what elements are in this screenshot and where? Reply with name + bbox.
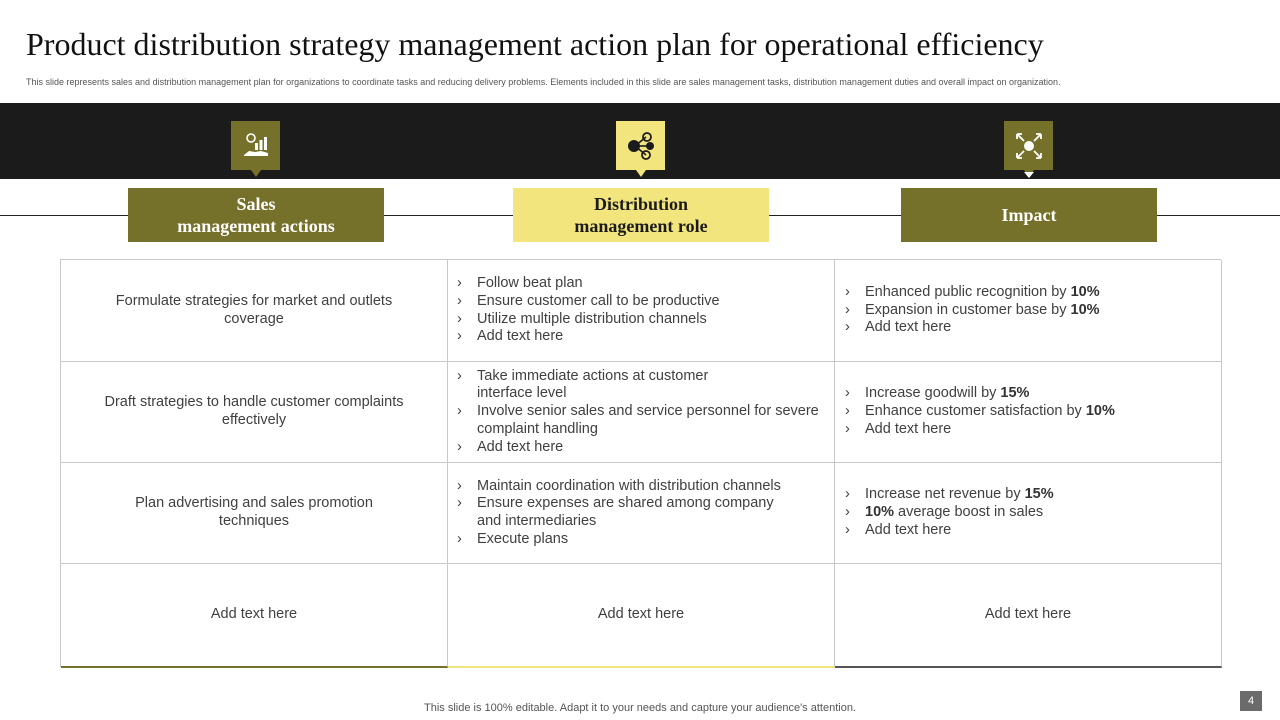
header-distribution-line1: Distribution [593, 194, 688, 214]
list-item [845, 385, 1115, 403]
slide-title: Product distribution strategy management action plan for operational efficiency [26, 26, 1044, 62]
sales-action-text: Plan advertising and sales promotion techniques [135, 495, 373, 529]
distribution-role-list [457, 478, 826, 549]
list-item [845, 522, 1054, 540]
impact-icon-pointer [1024, 172, 1034, 178]
list-item: › Ensure expenses are shared among company and intermediaries [457, 495, 826, 530]
list-item [845, 486, 1054, 504]
distribution-role-text: Add text here [597, 606, 685, 623]
impact-cell [835, 564, 1222, 668]
sales-action-text: Formulate strategies for market and outlets coverage [115, 292, 393, 327]
header-impact-label: Impact [1001, 205, 1057, 225]
impact-text: Increase goodwill by [865, 385, 1001, 402]
impact-value: 10% [1070, 283, 1100, 300]
list-item [845, 403, 1115, 421]
page-number: 4 [1240, 691, 1262, 711]
impact-cell [835, 260, 1222, 362]
header-distribution-line2: management role [574, 216, 708, 236]
sales-action-text: Draft strategies to handle customer complaints effectively [104, 394, 404, 428]
list-item: › Utilize multiple distribution channels [457, 311, 720, 329]
distribution-role-cell [448, 260, 835, 362]
list-item: › Involve senior sales and service personnel for severe complaint handling [457, 403, 826, 438]
impact-cell [835, 463, 1222, 564]
impact-text: Add text here [865, 420, 952, 437]
impact-list [845, 486, 1054, 539]
impact-list [845, 284, 1100, 337]
distribution-role-cell [448, 463, 835, 564]
list-item: › Add text here [457, 439, 826, 457]
distribution-role-cell [448, 362, 835, 463]
distribution-role-list [457, 368, 826, 457]
sales-action-cell [61, 260, 448, 362]
list-item: › Maintain coordination with distribution channels [457, 478, 826, 496]
sales-action-cell [61, 362, 448, 463]
sales-action-cell [61, 463, 448, 564]
impact-text: Enhance customer satisfaction by [865, 403, 1086, 420]
impact-text: average boost in sales [894, 504, 1044, 521]
list-item: › Take immediate actions at customer interface level [457, 368, 826, 403]
action-plan-table [60, 259, 1221, 667]
distribution-role-cell [448, 564, 835, 668]
list-item [845, 319, 1100, 337]
header-sales-line2: management actions [177, 216, 335, 236]
impact-value: 15% [1024, 486, 1054, 503]
distribution-role-list [457, 275, 720, 346]
header-sales-line1: Sales [236, 194, 276, 214]
impact-value: 10% [865, 504, 895, 521]
impact-value: 10% [1070, 301, 1100, 318]
impact-cell [835, 362, 1222, 463]
distribution-network-icon [616, 121, 665, 170]
header-sales-management-actions [128, 188, 384, 242]
impact-list [845, 385, 1115, 438]
sales-action-cell [61, 564, 448, 668]
impact-text: Expansion in customer base by [865, 301, 1071, 318]
list-item: › Follow beat plan [457, 275, 720, 293]
impact-text: Increase net revenue by [865, 486, 1025, 503]
list-item: › Add text here [457, 328, 720, 346]
list-item [845, 302, 1100, 320]
impact-text: Add text here [865, 319, 952, 336]
impact-arrows-icon [1004, 121, 1053, 170]
list-item [845, 504, 1054, 522]
slide-subtitle: This slide represents sales and distribution management plan for organizations to coordinate tasks and reducing delivery problems. Elements included in this slide are sales management tasks, distribution management duties and overall impact on organization. [26, 77, 1061, 87]
impact-value: 15% [1000, 385, 1030, 402]
header-distribution-management-role [513, 188, 769, 242]
impact-text: Add text here [865, 521, 952, 538]
impact-value: 10% [1085, 403, 1115, 420]
list-item: › Ensure customer call to be productive [457, 293, 720, 311]
hand-money-growth-icon [231, 121, 280, 170]
impact-text: Enhanced public recognition by [865, 283, 1071, 300]
impact-text: Add text here [984, 606, 1072, 623]
list-item [845, 421, 1115, 439]
list-item [845, 284, 1100, 302]
list-item: › Execute plans [457, 531, 826, 549]
sales-action-text: Add text here [210, 606, 298, 623]
slide-footer: This slide is 100% editable. Adapt it to your needs and capture your audience's attention. [424, 702, 856, 714]
header-impact [901, 188, 1157, 242]
